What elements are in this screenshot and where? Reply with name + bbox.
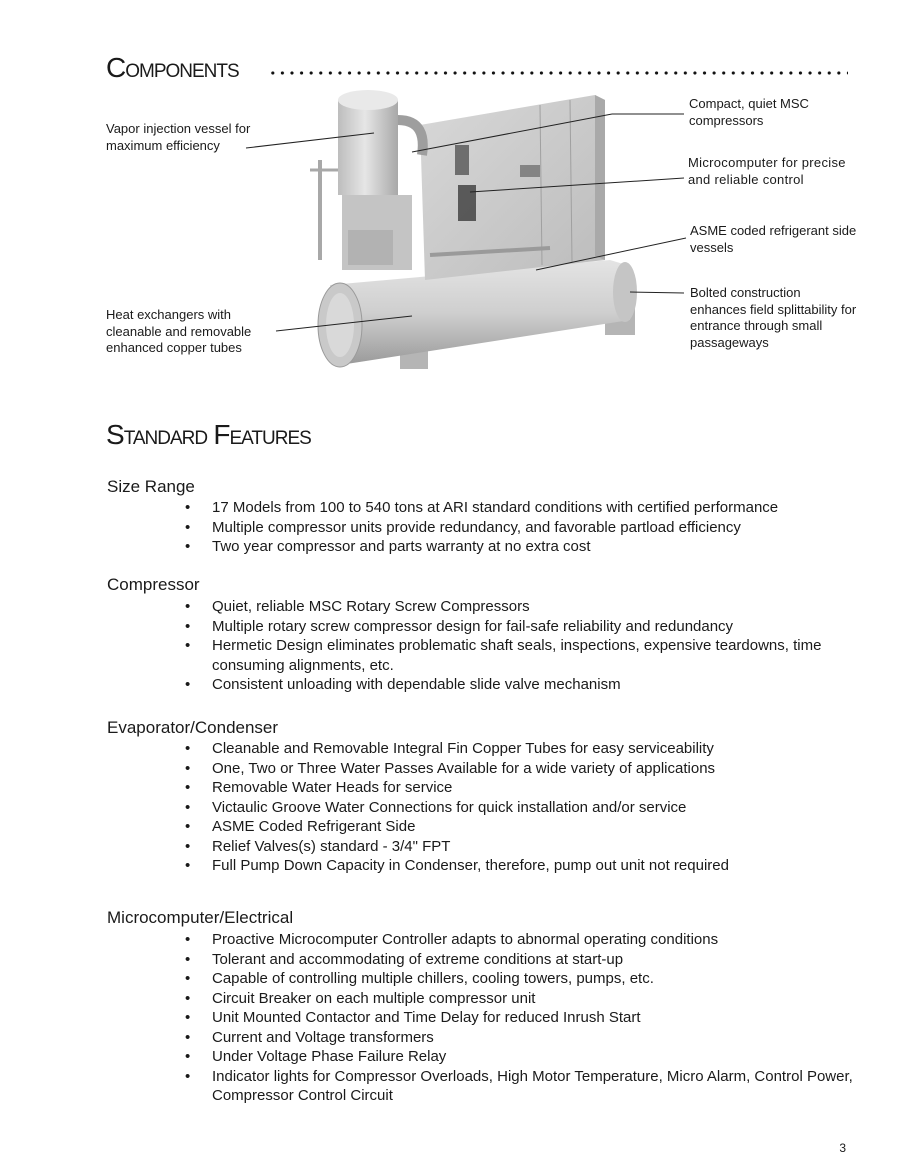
list-item (185, 1067, 855, 1106)
callout-compressors: Compact, quiet MSC compressors (689, 96, 809, 128)
list-item-text: Under Voltage Phase Failure Relay (212, 1048, 447, 1065)
list-item (185, 778, 855, 798)
list-item (185, 498, 855, 518)
list-item (185, 1008, 855, 1028)
evaporator-condenser-list (185, 739, 855, 876)
compressor-list (185, 597, 855, 695)
callout-bolted-construction: Bolted construction enhances field splittability for entrance through small passageways (690, 285, 857, 350)
callout-heat-exchangers: Heat exchangers with cleanable and removable enhanced copper tubes (106, 307, 252, 355)
standard-features-heading (106, 419, 311, 451)
list-item (185, 798, 855, 818)
list-item-text: Tolerant and accommodating of extreme conditions at start-up (212, 950, 624, 968)
list-item-text: Current and Voltage transformers (212, 1028, 434, 1046)
list-item (185, 950, 855, 970)
bullet-glyph: • (185, 818, 191, 835)
list-item-text: Indicator lights for Compressor Overloads, High Motor Temperature, Micro Alarm, Control Power, Compressor Control Circuit (212, 1067, 853, 1104)
list-item-text: Quiet, reliable MSC Rotary Screw Compressors (212, 598, 530, 615)
list-item (185, 856, 855, 876)
bullet-glyph: • (185, 798, 191, 816)
bullet-glyph: • (185, 499, 191, 516)
bullet-glyph: • (185, 676, 191, 693)
list-item (185, 989, 855, 1009)
bullet-glyph: • (185, 740, 191, 757)
page-number: 3 (839, 1141, 846, 1155)
section-title-microcomputer-electrical: Microcomputer/Electrical (107, 908, 294, 927)
bullet-glyph: • (185, 1009, 191, 1026)
list-item (185, 837, 855, 857)
list-item-text: Proactive Microcomputer Controller adapts to abnormal operating conditions (212, 931, 719, 948)
list-item (185, 675, 855, 695)
list-item (185, 759, 855, 779)
list-item-text: 17 Models from 100 to 540 tons at ARI standard conditions with certified performance (212, 499, 779, 516)
features-heading-initial-2: F (213, 419, 230, 450)
list-item-text: Multiple rotary screw compressor design for fail-safe reliability and redundancy (212, 617, 734, 635)
features-heading-rest-2: EATURES (229, 428, 311, 449)
list-item (185, 817, 855, 837)
components-heading-initial: C (106, 52, 126, 83)
list-item-text: Unit Mounted Contactor and Time Delay for reduced Inrush Start (212, 1009, 641, 1026)
size-range-list (185, 498, 855, 557)
list-item (185, 636, 855, 675)
list-item-text: Circuit Breaker on each multiple compressor unit (212, 989, 536, 1007)
bullet-glyph: • (185, 989, 191, 1007)
section-title-evaporator-condenser: Evaporator/Condenser (107, 718, 279, 737)
list-item (185, 518, 855, 538)
section-title-compressor: Compressor (107, 575, 200, 594)
bullet-glyph: • (185, 637, 191, 654)
bullet-glyph: • (185, 931, 191, 948)
list-item-text: Capable of controlling multiple chillers, cooling towers, pumps, etc. (212, 970, 654, 987)
bullet-glyph: • (185, 518, 191, 536)
bullet-glyph: • (185, 1048, 191, 1065)
list-item (185, 617, 855, 637)
list-item (185, 537, 855, 557)
list-item-text: Two year compressor and parts warranty at no extra cost (212, 538, 591, 555)
list-item-text: ASME Coded Refrigerant Side (212, 818, 416, 835)
list-item (185, 969, 855, 989)
list-item-text: Relief Valves(s) standard - 3/4" FPT (212, 837, 451, 855)
callout-leader-lines (0, 0, 900, 420)
list-item (185, 1028, 855, 1048)
bullet-glyph: • (185, 617, 191, 635)
bullet-glyph: • (185, 857, 191, 874)
list-item-text: Removable Water Heads for service (212, 779, 453, 796)
features-heading-initial-1: S (106, 419, 124, 450)
callout-vapor-injection: Vapor injection vessel for maximum efficiency (106, 121, 251, 153)
bullet-glyph: • (185, 1067, 191, 1085)
bullet-glyph: • (185, 837, 191, 855)
bullet-glyph: • (185, 538, 191, 555)
bullet-glyph: • (185, 1028, 191, 1046)
list-item (185, 739, 855, 759)
list-item (185, 1047, 855, 1067)
list-item-text: Cleanable and Removable Integral Fin Copper Tubes for easy serviceability (212, 740, 714, 757)
list-item-text: Consistent unloading with dependable slide valve mechanism (212, 676, 621, 693)
callout-microcomputer: Microcomputer for precise and reliable control (688, 155, 846, 187)
bullet-glyph: • (185, 970, 191, 987)
callout-asme-vessels: ASME coded refrigerant side vessels (690, 223, 857, 255)
list-item-text: One, Two or Three Water Passes Available for a wide variety of applications (212, 759, 716, 777)
list-item-text: Victaulic Groove Water Connections for quick installation and/or service (212, 798, 687, 816)
bullet-glyph: • (185, 779, 191, 796)
components-heading-rest: OMPONENTS (125, 61, 239, 82)
section-title-size-range: Size Range (107, 477, 195, 496)
bullet-glyph: • (185, 598, 191, 615)
list-item (185, 597, 855, 617)
list-item-text: Multiple compressor units provide redundancy, and favorable partload efficiency (212, 518, 741, 536)
bullet-glyph: • (185, 950, 191, 968)
features-heading-rest-1: TANDARD (123, 428, 208, 449)
bullet-glyph: • (185, 759, 191, 777)
list-item-text: Hermetic Design eliminates problematic shaft seals, inspections, expensive teardowns, time consuming alignments, etc. (212, 637, 822, 674)
list-item-text: Full Pump Down Capacity in Condenser, therefore, pump out unit not required (212, 857, 729, 874)
list-item (185, 930, 855, 950)
microcomputer-electrical-list (185, 930, 855, 1106)
